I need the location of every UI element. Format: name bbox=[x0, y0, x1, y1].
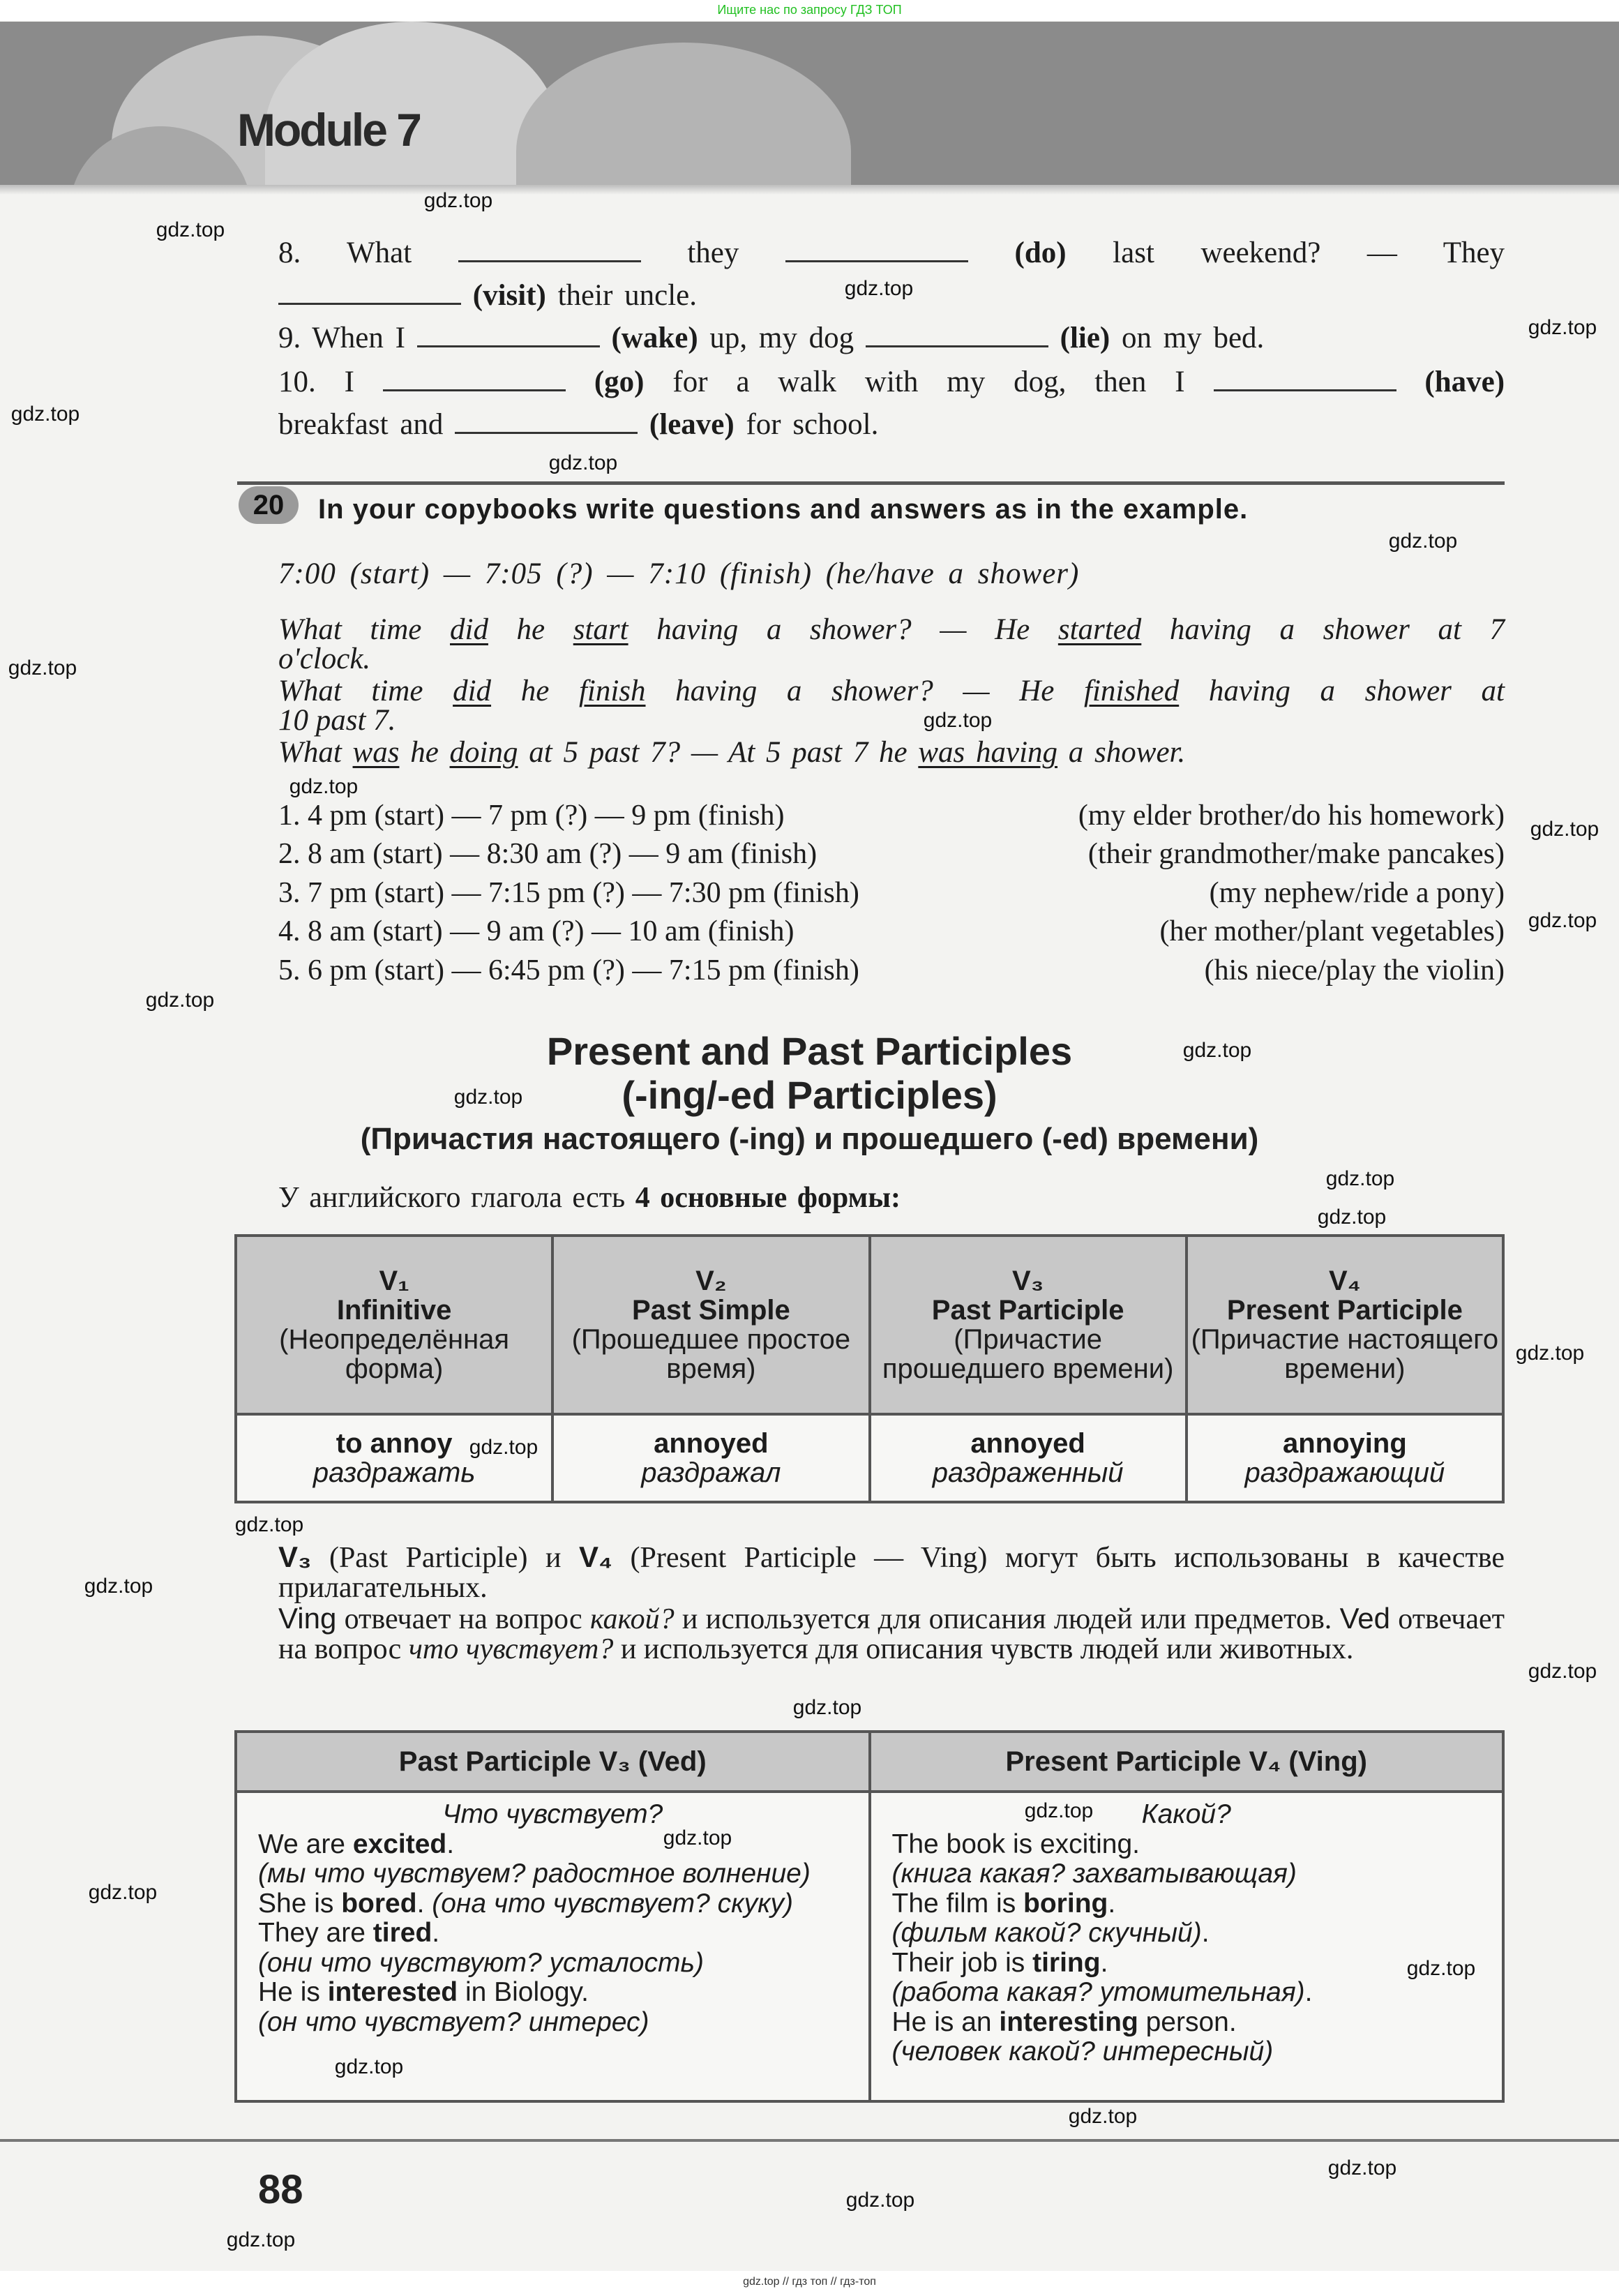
watermark: gdz.top bbox=[469, 1436, 539, 1459]
example-line bbox=[892, 2008, 1482, 2038]
text-segment: и используется для описания людей или предметов. bbox=[674, 1603, 1340, 1635]
exercise-line bbox=[278, 235, 1505, 271]
text-segment: (wake) bbox=[611, 322, 698, 354]
text-segment: . bbox=[446, 1829, 455, 1859]
text-segment: tired bbox=[372, 1918, 432, 1948]
exercise-line bbox=[278, 364, 1505, 400]
text-segment: . bbox=[1304, 1977, 1313, 2007]
text-segment: their uncle. bbox=[557, 279, 698, 312]
watermark: gdz.top bbox=[1068, 2105, 1138, 2128]
form-name: Infinitive bbox=[336, 1295, 452, 1326]
verb-form: annoyed bbox=[970, 1428, 1085, 1459]
example-line bbox=[278, 641, 1505, 677]
text-segment: 7:00 (start) — 7:05 (?) — 7:10 (finish) (he/have a shower) bbox=[278, 557, 1080, 590]
example-line bbox=[258, 1919, 848, 1949]
text-segment: The book is exciting. bbox=[891, 1829, 1140, 1859]
text-segment: He is an bbox=[891, 2006, 1000, 2037]
text-segment: 10 past 7. bbox=[278, 704, 396, 737]
example-line bbox=[892, 1800, 1482, 1830]
verb-translation: раздражал bbox=[641, 1457, 781, 1488]
watermark: gdz.top bbox=[1515, 1342, 1585, 1365]
text-segment: What bbox=[278, 736, 353, 769]
example-times bbox=[278, 556, 1505, 592]
verb-form: to annoy bbox=[336, 1428, 453, 1459]
example-line bbox=[892, 1978, 1482, 2008]
text-segment: was bbox=[352, 736, 400, 769]
example-line bbox=[258, 1978, 848, 2008]
text-segment: (Past Participle) и bbox=[311, 1542, 579, 1574]
answer-blank bbox=[383, 366, 566, 391]
text-segment: (фильм какой? скучный) bbox=[891, 1918, 1202, 1948]
watermark: gdz.top bbox=[1325, 1167, 1395, 1190]
form-name-ru: (Причастие прошедшего времени) bbox=[882, 1324, 1174, 1384]
text-segment: up, my dog bbox=[709, 322, 854, 354]
text-segment: (do) bbox=[1014, 237, 1067, 269]
header-cell: Present Participle V₄ (Ving) bbox=[870, 1732, 1504, 1792]
table-cell bbox=[552, 1414, 869, 1502]
section-subtitle: (Причастия настоящего (-ing) и прошедшего (-ed) времени) bbox=[360, 1122, 1259, 1156]
text-segment: (leave) bbox=[649, 408, 735, 441]
task-subject: (her mother/plant vegetables) bbox=[1159, 915, 1505, 947]
explanation-paragraph bbox=[278, 1603, 1505, 1665]
text-segment: (книга какая? захватывающая) bbox=[891, 1859, 1297, 1889]
watermark: gdz.top bbox=[226, 2228, 296, 2251]
watermark: gdz.top bbox=[423, 189, 493, 212]
text-segment: (он что чувствует? интерес) bbox=[258, 2006, 649, 2037]
text-segment: having a shower at bbox=[1179, 675, 1505, 707]
watermark: gdz.top bbox=[234, 1513, 304, 1536]
watermark: gdz.top bbox=[1528, 909, 1597, 932]
header-cell bbox=[552, 1236, 869, 1414]
task-times: 3. 7 pm (start) — 7:15 pm (?) — 7:30 pm (finish) bbox=[278, 877, 859, 909]
task-times: 2. 8 am (start) — 8:30 am (?) — 9 am (finish) bbox=[278, 838, 818, 870]
header-cell bbox=[1187, 1236, 1503, 1414]
text-segment: Ved bbox=[1339, 1602, 1390, 1635]
text-segment: Their job is bbox=[891, 1947, 1033, 1978]
exercise-number-badge: 20 bbox=[239, 486, 299, 524]
watermark: gdz.top bbox=[1388, 530, 1458, 553]
example-line bbox=[892, 1859, 1482, 1889]
text-segment: interesting bbox=[999, 2006, 1138, 2037]
answer-blank bbox=[785, 237, 968, 262]
text-segment: breakfast and bbox=[278, 408, 444, 441]
form-name-ru: (Прошедшее простое время) bbox=[571, 1324, 851, 1384]
text-segment: что чувствует? bbox=[408, 1633, 614, 1665]
table-header-row bbox=[236, 1236, 1503, 1414]
section-title: Present and Past Participles bbox=[546, 1029, 1073, 1073]
task-item bbox=[278, 836, 1505, 871]
text-segment: (человек какой? интересный) bbox=[891, 2036, 1274, 2066]
explanation-paragraph bbox=[278, 1542, 1505, 1603]
text-segment: The film is bbox=[891, 1888, 1024, 1919]
example-line bbox=[892, 1949, 1482, 1979]
text-segment: he bbox=[399, 736, 450, 769]
watermark: gdz.top bbox=[145, 989, 215, 1012]
text-segment: bored bbox=[341, 1888, 417, 1919]
module-title: Module 7 bbox=[237, 104, 421, 156]
form-name: Present Participle bbox=[1226, 1295, 1463, 1326]
text-segment: 10. I bbox=[278, 366, 354, 398]
text-segment: (have) bbox=[1424, 366, 1505, 398]
bottom-note: gdz.top // гдз топ // гдз-топ bbox=[743, 2276, 876, 2288]
form-label: V₂ bbox=[695, 1266, 727, 1296]
text-segment: Ving bbox=[278, 1602, 337, 1635]
text-segment: (lie) bbox=[1060, 322, 1110, 354]
watermark: gdz.top bbox=[1528, 1660, 1597, 1683]
text-segment: What time bbox=[278, 613, 450, 646]
top-search-note: Ищите нас по запросу ГДЗ ТОП bbox=[717, 3, 902, 17]
text-segment: 9. When I bbox=[278, 322, 405, 354]
text-segment: started bbox=[1057, 613, 1142, 646]
example-line bbox=[892, 1889, 1482, 1919]
verb-form: annoyed bbox=[654, 1428, 769, 1459]
form-name: Past Simple bbox=[631, 1295, 790, 1326]
example-line bbox=[892, 1830, 1482, 1860]
answer-blank bbox=[458, 237, 641, 262]
exercise-line bbox=[278, 320, 1505, 357]
text-segment: какой? bbox=[589, 1603, 675, 1635]
text-segment: We are bbox=[258, 1829, 353, 1859]
watermark: gdz.top bbox=[10, 403, 80, 426]
text-segment: He is bbox=[258, 1977, 328, 2007]
text-segment: last weekend? — They bbox=[1113, 237, 1505, 269]
watermark: gdz.top bbox=[1528, 316, 1597, 339]
text-segment: (мы что чувствуем? радостное волнение) bbox=[258, 1859, 811, 1889]
text-segment: did bbox=[450, 613, 488, 646]
text-segment: was having bbox=[918, 736, 1058, 769]
watermark: gdz.top bbox=[1317, 1206, 1387, 1229]
answer-blank bbox=[417, 322, 600, 347]
present-participle-examples bbox=[870, 1792, 1504, 2101]
verb-translation: раздражать bbox=[312, 1457, 476, 1488]
form-name: Past Participle bbox=[931, 1295, 1124, 1326]
text-segment: excited bbox=[352, 1829, 447, 1859]
band-edge bbox=[0, 185, 1619, 195]
watermark: gdz.top bbox=[453, 1086, 523, 1109]
watermark: gdz.top bbox=[156, 218, 225, 241]
task-item bbox=[278, 953, 1505, 988]
text-segment: У английского глагола есть bbox=[278, 1182, 635, 1214]
text-segment: did bbox=[453, 675, 492, 707]
text-segment: he bbox=[491, 675, 579, 707]
example-line bbox=[258, 1859, 848, 1889]
header-cell bbox=[236, 1236, 552, 1414]
watermark: gdz.top bbox=[1530, 818, 1599, 841]
verb-translation: раздраженный bbox=[932, 1457, 1124, 1488]
text-segment: they bbox=[687, 237, 739, 269]
watermark: gdz.top bbox=[548, 451, 618, 474]
text-segment: What time bbox=[278, 675, 453, 707]
text-segment: on my bed. bbox=[1122, 322, 1265, 354]
task-subject: (my elder brother/do his homework) bbox=[1078, 800, 1505, 832]
example-line bbox=[892, 2037, 1482, 2067]
text-segment: Что чувствует? bbox=[442, 1799, 663, 1829]
answer-blank bbox=[455, 408, 638, 434]
text-segment: . bbox=[1108, 1888, 1116, 1919]
text-segment: for school. bbox=[746, 408, 879, 441]
text-segment: She is bbox=[258, 1888, 342, 1919]
text-segment: interested bbox=[327, 1977, 458, 2007]
text-segment: They are bbox=[258, 1918, 373, 1948]
example-line bbox=[258, 1800, 848, 1830]
text-segment: person. bbox=[1138, 2006, 1237, 2037]
task-times: 4. 8 am (start) — 9 am (?) — 10 am (finish) bbox=[278, 915, 795, 947]
text-segment: Какой? bbox=[1141, 1799, 1231, 1829]
watermark: gdz.top bbox=[1182, 1039, 1252, 1062]
example-line bbox=[258, 2008, 848, 2038]
text-segment: having a shower? — He bbox=[645, 675, 1085, 707]
participles-table bbox=[234, 1730, 1505, 2103]
task-item bbox=[278, 876, 1505, 910]
text-segment: (она что чувствует? скуку) bbox=[432, 1888, 793, 1919]
text-segment: (visit) bbox=[472, 279, 546, 312]
text-segment: tiring bbox=[1032, 1947, 1101, 1978]
text-segment: . bbox=[416, 1888, 432, 1919]
task-item bbox=[278, 798, 1505, 833]
text-segment: boring bbox=[1023, 1888, 1108, 1919]
text-segment: o'clock. bbox=[278, 643, 371, 675]
answer-blank bbox=[1214, 366, 1396, 391]
text-segment: having a shower? — He bbox=[628, 613, 1058, 646]
watermark: gdz.top bbox=[84, 1575, 153, 1598]
answer-blank bbox=[866, 322, 1048, 347]
text-segment: (Present Participle — Ving) могут быть использованы в качестве прилагательных. bbox=[278, 1542, 1505, 1604]
text-segment: (работа какая? утомительная) bbox=[891, 1977, 1305, 2007]
watermark: gdz.top bbox=[844, 277, 914, 300]
form-label: V₄ bbox=[1329, 1266, 1361, 1296]
text-segment: отвечает на вопрос bbox=[278, 1603, 1505, 1665]
form-name-ru: (Неопределённая форма) bbox=[279, 1324, 510, 1384]
form-label: V₁ bbox=[379, 1266, 409, 1296]
table-cell bbox=[1187, 1414, 1503, 1502]
example-line bbox=[258, 1830, 848, 1860]
text-segment: (они что чувствуют? усталость) bbox=[258, 1947, 704, 1978]
footer-divider bbox=[0, 2139, 1619, 2142]
watermark: gdz.top bbox=[1406, 1957, 1476, 1980]
example-line bbox=[278, 703, 1505, 739]
text-segment: having a shower at 7 bbox=[1141, 613, 1505, 646]
text-segment: finish bbox=[578, 675, 646, 707]
watermark: gdz.top bbox=[923, 709, 993, 732]
text-segment: (go) bbox=[594, 366, 645, 398]
task-subject: (his niece/play the violin) bbox=[1204, 954, 1505, 986]
watermark: gdz.top bbox=[88, 1881, 158, 1904]
example-line bbox=[258, 1949, 848, 1979]
task-item bbox=[278, 914, 1505, 949]
watermark: gdz.top bbox=[845, 2189, 915, 2212]
task-subject: (my nephew/ride a pony) bbox=[1209, 877, 1505, 909]
example-line bbox=[892, 1919, 1482, 1949]
watermark: gdz.top bbox=[1327, 2156, 1397, 2179]
text-segment: at 5 past 7? — At 5 past 7 he bbox=[518, 736, 919, 769]
text-segment: . bbox=[432, 1918, 440, 1948]
text-segment: 8. What bbox=[278, 237, 412, 269]
text-segment: . bbox=[1100, 1947, 1108, 1978]
watermark: gdz.top bbox=[663, 1826, 732, 1849]
table-row bbox=[236, 1792, 1503, 2101]
text-segment: finished bbox=[1084, 675, 1180, 707]
text-segment: и используется для описания чувств людей или животных. bbox=[613, 1633, 1354, 1665]
table-header-row bbox=[236, 1732, 1503, 1792]
form-label: V₃ bbox=[1012, 1266, 1044, 1296]
exercise-instruction: In your copybooks write questions and answers as in the example. bbox=[318, 494, 1249, 525]
form-name-ru: (Причастие настоящего времени) bbox=[1191, 1324, 1499, 1384]
watermark: gdz.top bbox=[334, 2055, 404, 2078]
text-segment: . bbox=[1201, 1918, 1210, 1948]
petal-decoration bbox=[516, 43, 851, 189]
watermark: gdz.top bbox=[792, 1696, 862, 1719]
verb-translation: раздражающий bbox=[1244, 1457, 1445, 1488]
text-segment: 4 основные формы: bbox=[635, 1182, 901, 1214]
text-segment: отвечает на вопрос bbox=[336, 1603, 590, 1635]
text-segment: start bbox=[573, 613, 628, 646]
text-segment: V₃ bbox=[278, 1540, 312, 1573]
task-times: 5. 6 pm (start) — 6:45 pm (?) — 7:15 pm (finish) bbox=[278, 954, 859, 986]
section-title-line2: (-ing/-ed Participles) bbox=[622, 1073, 997, 1117]
watermark: gdz.top bbox=[1024, 1799, 1094, 1822]
table-cell bbox=[870, 1414, 1187, 1502]
watermark: gdz.top bbox=[8, 656, 77, 680]
text-segment: V₄ bbox=[578, 1540, 612, 1573]
answer-blank bbox=[278, 279, 461, 305]
example-line bbox=[278, 735, 1505, 771]
task-subject: (their grandmother/make pancakes) bbox=[1087, 838, 1505, 870]
header-cell bbox=[870, 1236, 1187, 1414]
text-segment: he bbox=[488, 613, 573, 646]
section-divider bbox=[237, 481, 1505, 485]
table-row bbox=[236, 1414, 1503, 1502]
past-participle-examples bbox=[236, 1792, 870, 2101]
verb-forms-table bbox=[234, 1234, 1505, 1503]
text-segment: for a walk with my dog, then I bbox=[672, 366, 1185, 398]
watermark: gdz.top bbox=[289, 775, 359, 798]
text-segment: a shower. bbox=[1057, 736, 1186, 769]
text-segment: in Biology. bbox=[458, 1977, 589, 2007]
exercise-line bbox=[278, 407, 1505, 443]
task-times: 1. 4 pm (start) — 7 pm (?) — 9 pm (finish) bbox=[278, 800, 785, 832]
page-number: 88 bbox=[258, 2167, 303, 2212]
header-cell: Past Participle V₃ (Ved) bbox=[236, 1732, 870, 1792]
text-segment: doing bbox=[449, 736, 518, 769]
verb-form: annoying bbox=[1282, 1428, 1407, 1459]
example-line bbox=[258, 1889, 848, 1919]
